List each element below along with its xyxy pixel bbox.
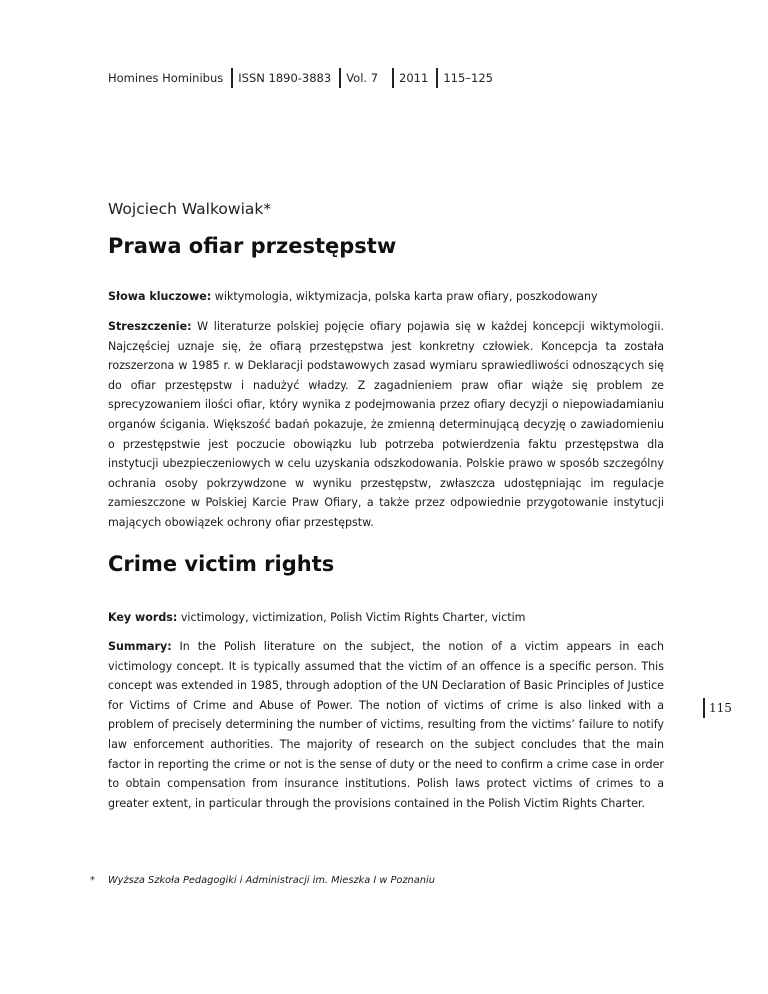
author-name: Wojciech Walkowiak* [108,200,272,218]
running-header [108,67,493,89]
abstract-english [108,637,664,813]
keywords-text: wiktymologia, wiktymizacja, polska karta praw ofiary, poszkodowany [211,290,598,303]
header-divider [231,68,233,88]
keywords-label: Key words: [108,611,178,624]
page-number-text: 115 [709,701,732,715]
header-divider [339,68,341,88]
footnote [90,875,435,886]
summary-label: Summary: [108,640,172,653]
year: 2011 [399,71,429,85]
footnote-mark: * [90,875,95,886]
article-title-english: Crime victim rights [108,552,335,576]
header-divider [436,68,438,88]
issn: ISSN 1890-3883 [238,71,332,85]
keywords-polish [108,289,663,305]
keywords-text: victimology, victimization, Polish Victim Rights Charter, victim [177,611,526,624]
summary-text: In the Polish literature on the subject, the notion of a victim appears in each victimology concept. It is typically assumed that the victim of an offence is a specific person. This concept was extended in 1985, through adoption of the UN Declaration of Basic Principles of Justice for Victims of Crime and Abuse of Power. The notion of victims of crime is also linked with a problem of precisely determining the number of victims, resulting from the victims’ failure to notify law enforcement authorities. The majority of research on the subject concludes that the main factor in reporting the crime or not is the sense of duty or the need to confirm a crime case in order to obtain compensation from insurance institutions. Polish laws protect victims of crimes to a greater extent, in particular through the provisions contained in the Polish Victim Rights Charter. [108,640,664,810]
abstract-text: W literaturze polskiej pojęcie ofiary pojawia się w każdej koncepcji wiktymologii. Najczęściej uznaje się, że ofiarą przestępstwa jest konkretny człowiek. Koncepcja ta została rozszerzona w 1985 r. w Deklaracji podstawowych zasad wymiaru sprawiedliwości odnoszących się do ofiar przestępstw i nadużyć władzy. Z zagadnieniem praw ofiar wiąże się problem ze sprecyzowaniem ilości ofiar, który wynika z podejmowania przez ofiary decyzji o niepowiadamianiu organów ścigania. Większość badań pokazuje, że zmienną determinującą decyzję o zawiadomieniu o przestępstwie jest poczucie obowiązku lub potrzeba potwierdzenia faktu przestępstwa dla instytucji ubezpieczeniowych w celu uzyskania odszkodowania. Polskie prawo w sposób szczególny ochrania osoby pokrzywdzone w wyniku przestępstw, zwłaszcza udostępniając im regulacje zamieszczone w Polskiej Karcie Praw Ofiary, a także przez odpowiednie przygotowanie instytucji mających obowiązek ochrony ofiar przestępstw. [108,320,664,529]
header-divider [392,68,394,88]
volume: Vol. 7 [346,71,379,85]
journal-name: Homines Hominibus [108,71,224,85]
page-number-divider [703,698,705,718]
abstract-label: Streszczenie: [108,320,192,333]
page-number [703,698,732,718]
keywords-label: Słowa kluczowe: [108,290,212,303]
page-range: 115–125 [443,71,493,85]
keywords-english [108,610,663,626]
footnote-text: Wyższa Szkoła Pedagogiki i Administracji im. Mieszka I w Poznaniu [108,875,435,886]
abstract-polish [108,317,664,533]
article-title-polish: Prawa ofiar przestępstw [108,234,397,258]
